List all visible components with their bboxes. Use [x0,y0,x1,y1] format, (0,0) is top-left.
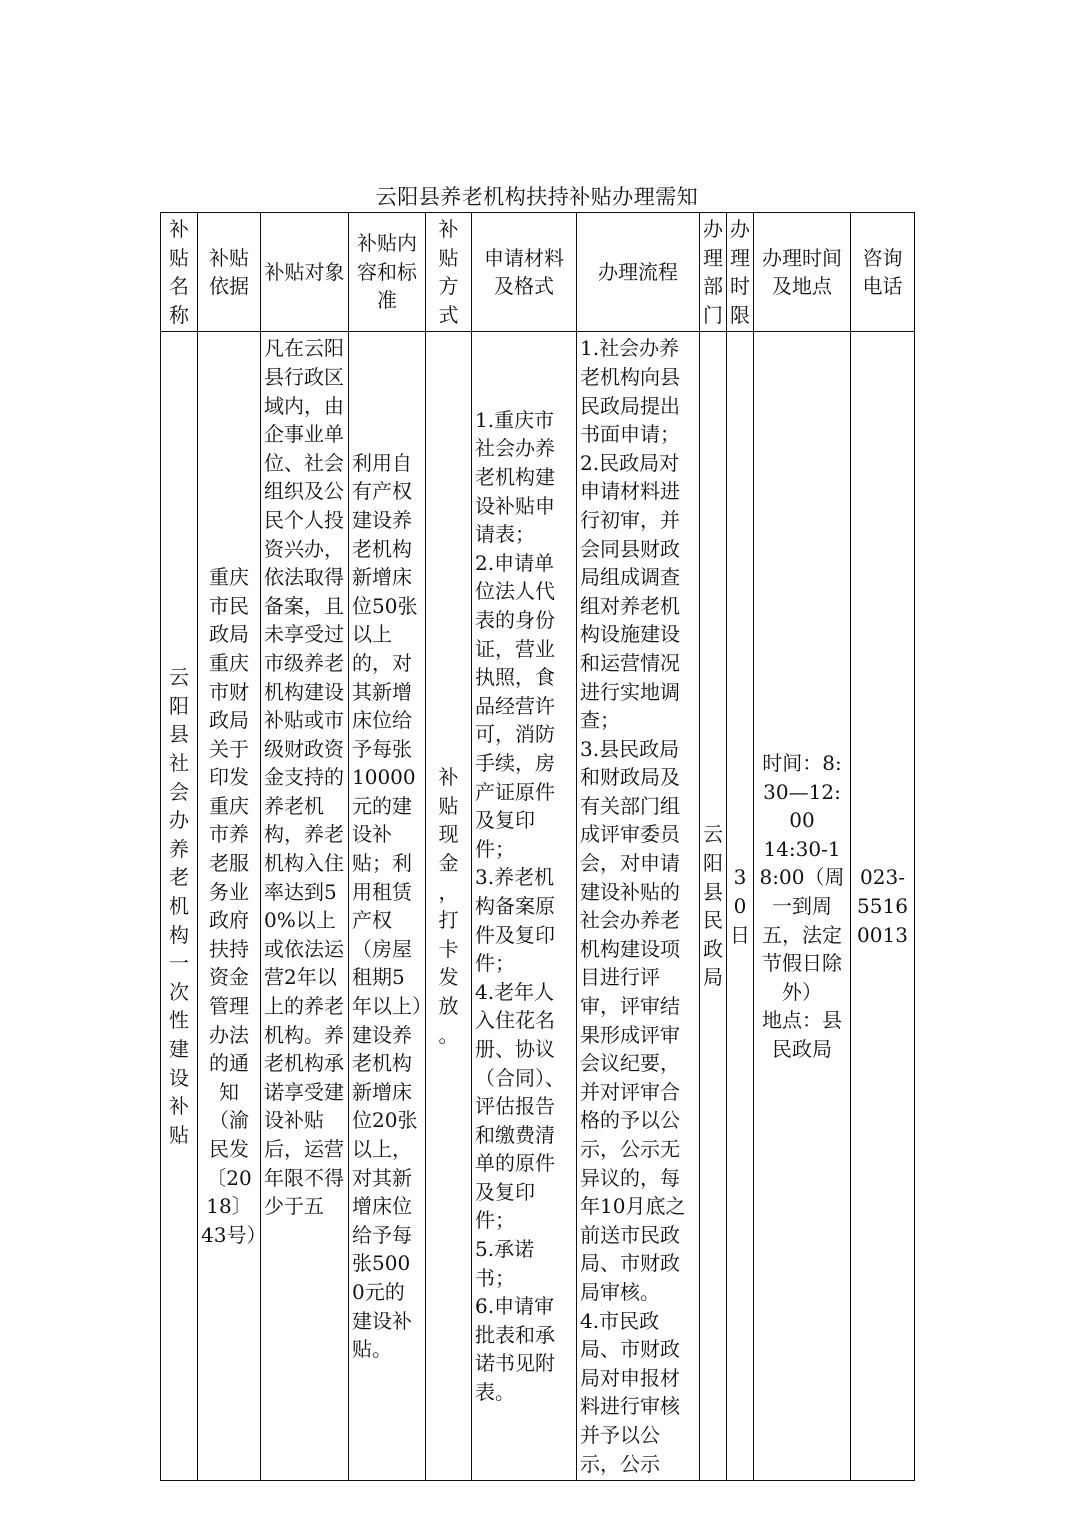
header-process: 办理流程 [577,213,700,332]
cell-materials: 1.重庆市社会办养老机构建设补贴申请表； 2.申请单位法人代表的身份证，营业执照，食品经营许可，消防手续，房产证原件及复印件； 3.养老机构备案原件及复印件； 4.老年人入住花名册、协议（合同）、评估报告和缴费清单的原件及复印件； 5.承诺书； 6.申请审批表和承诺书见附表。 [472,332,577,1481]
cell-subsidy-name: 云阳县社会办养老机构一次性建设补贴 [161,332,198,1481]
cell-time-place: 时间：8:30—12:00 14:30-18:00（周一到周五，法定节假日除外） 地点：县民政局 [754,332,851,1481]
header-department: 办理部门 [700,213,727,332]
cell-phone: 023-55160013 [851,332,915,1481]
header-subsidy-name: 补贴名称 [161,213,198,332]
header-subsidy-content: 补贴内容和标准 [349,213,426,332]
subsidy-table [160,212,915,1481]
cell-subsidy-content: 利用自有产权建设养老机构新增床位50张以上的，对其新增床位给予每张10000元的建设补贴；利用租赁产权（房屋租期5年以上）建设养老机构新增床位20张以上，对其新增床位给予每张5000元的建设补贴。 [349,332,426,1481]
document-title: 云阳县养老机构扶持补贴办理需知 [375,185,699,209]
cell-department: 云阳县民政局 [700,332,727,1481]
cell-subsidy-basis: 重庆市民政局重庆市财政局关于印发重庆市养老服务业政府扶持资金管理办法的通知（渝民发〔2018〕43号） [198,332,261,1481]
table-row [161,332,915,1481]
header-subsidy-method: 补贴方式 [426,213,472,332]
header-time-place: 办理时间及地点 [754,213,851,332]
header-phone: 咨询电话 [851,213,915,332]
header-time-limit: 办理时限 [727,213,754,332]
header-subsidy-target: 补贴对象 [261,213,349,332]
cell-process: 1.社会办养老机构向县民政局提出书面申请； 2.民政局对申请材料进行初审，并会同县财政局组成调查组对养老机构设施建设和运营情况进行实地调查； 3.县民政局和财政局及有关部门组成评审委员会，对申请建设补贴的社会办养老机构建设项目进行评审，评审结果形成评审会议纪要，并对评审合格的予以公示，公示无异议的，每年10月底之前送市民政局、市财政局审核。 4.市民政局、市财政局对申报材料进行审核并予以公示，公示 [577,332,700,1481]
cell-time-limit: 30日 [727,332,754,1481]
cell-subsidy-target: 凡在云阳县行政区域内，由企事业单位、社会组织及公民个人投资兴办，依法取得备案，且未享受过市级养老机构建设补贴或市级财政资金支持的养老机构，养老机构入住率达到50%以上或依法运营2年以上的养老机构。养老机构承诺享受建设补贴后，运营年限不得少于五 [261,332,349,1481]
header-subsidy-basis: 补贴依据 [198,213,261,332]
cell-subsidy-method: 补贴现金，打卡发放。 [426,332,472,1481]
table-header-row [161,213,915,332]
header-materials: 申请材料及格式 [472,213,577,332]
